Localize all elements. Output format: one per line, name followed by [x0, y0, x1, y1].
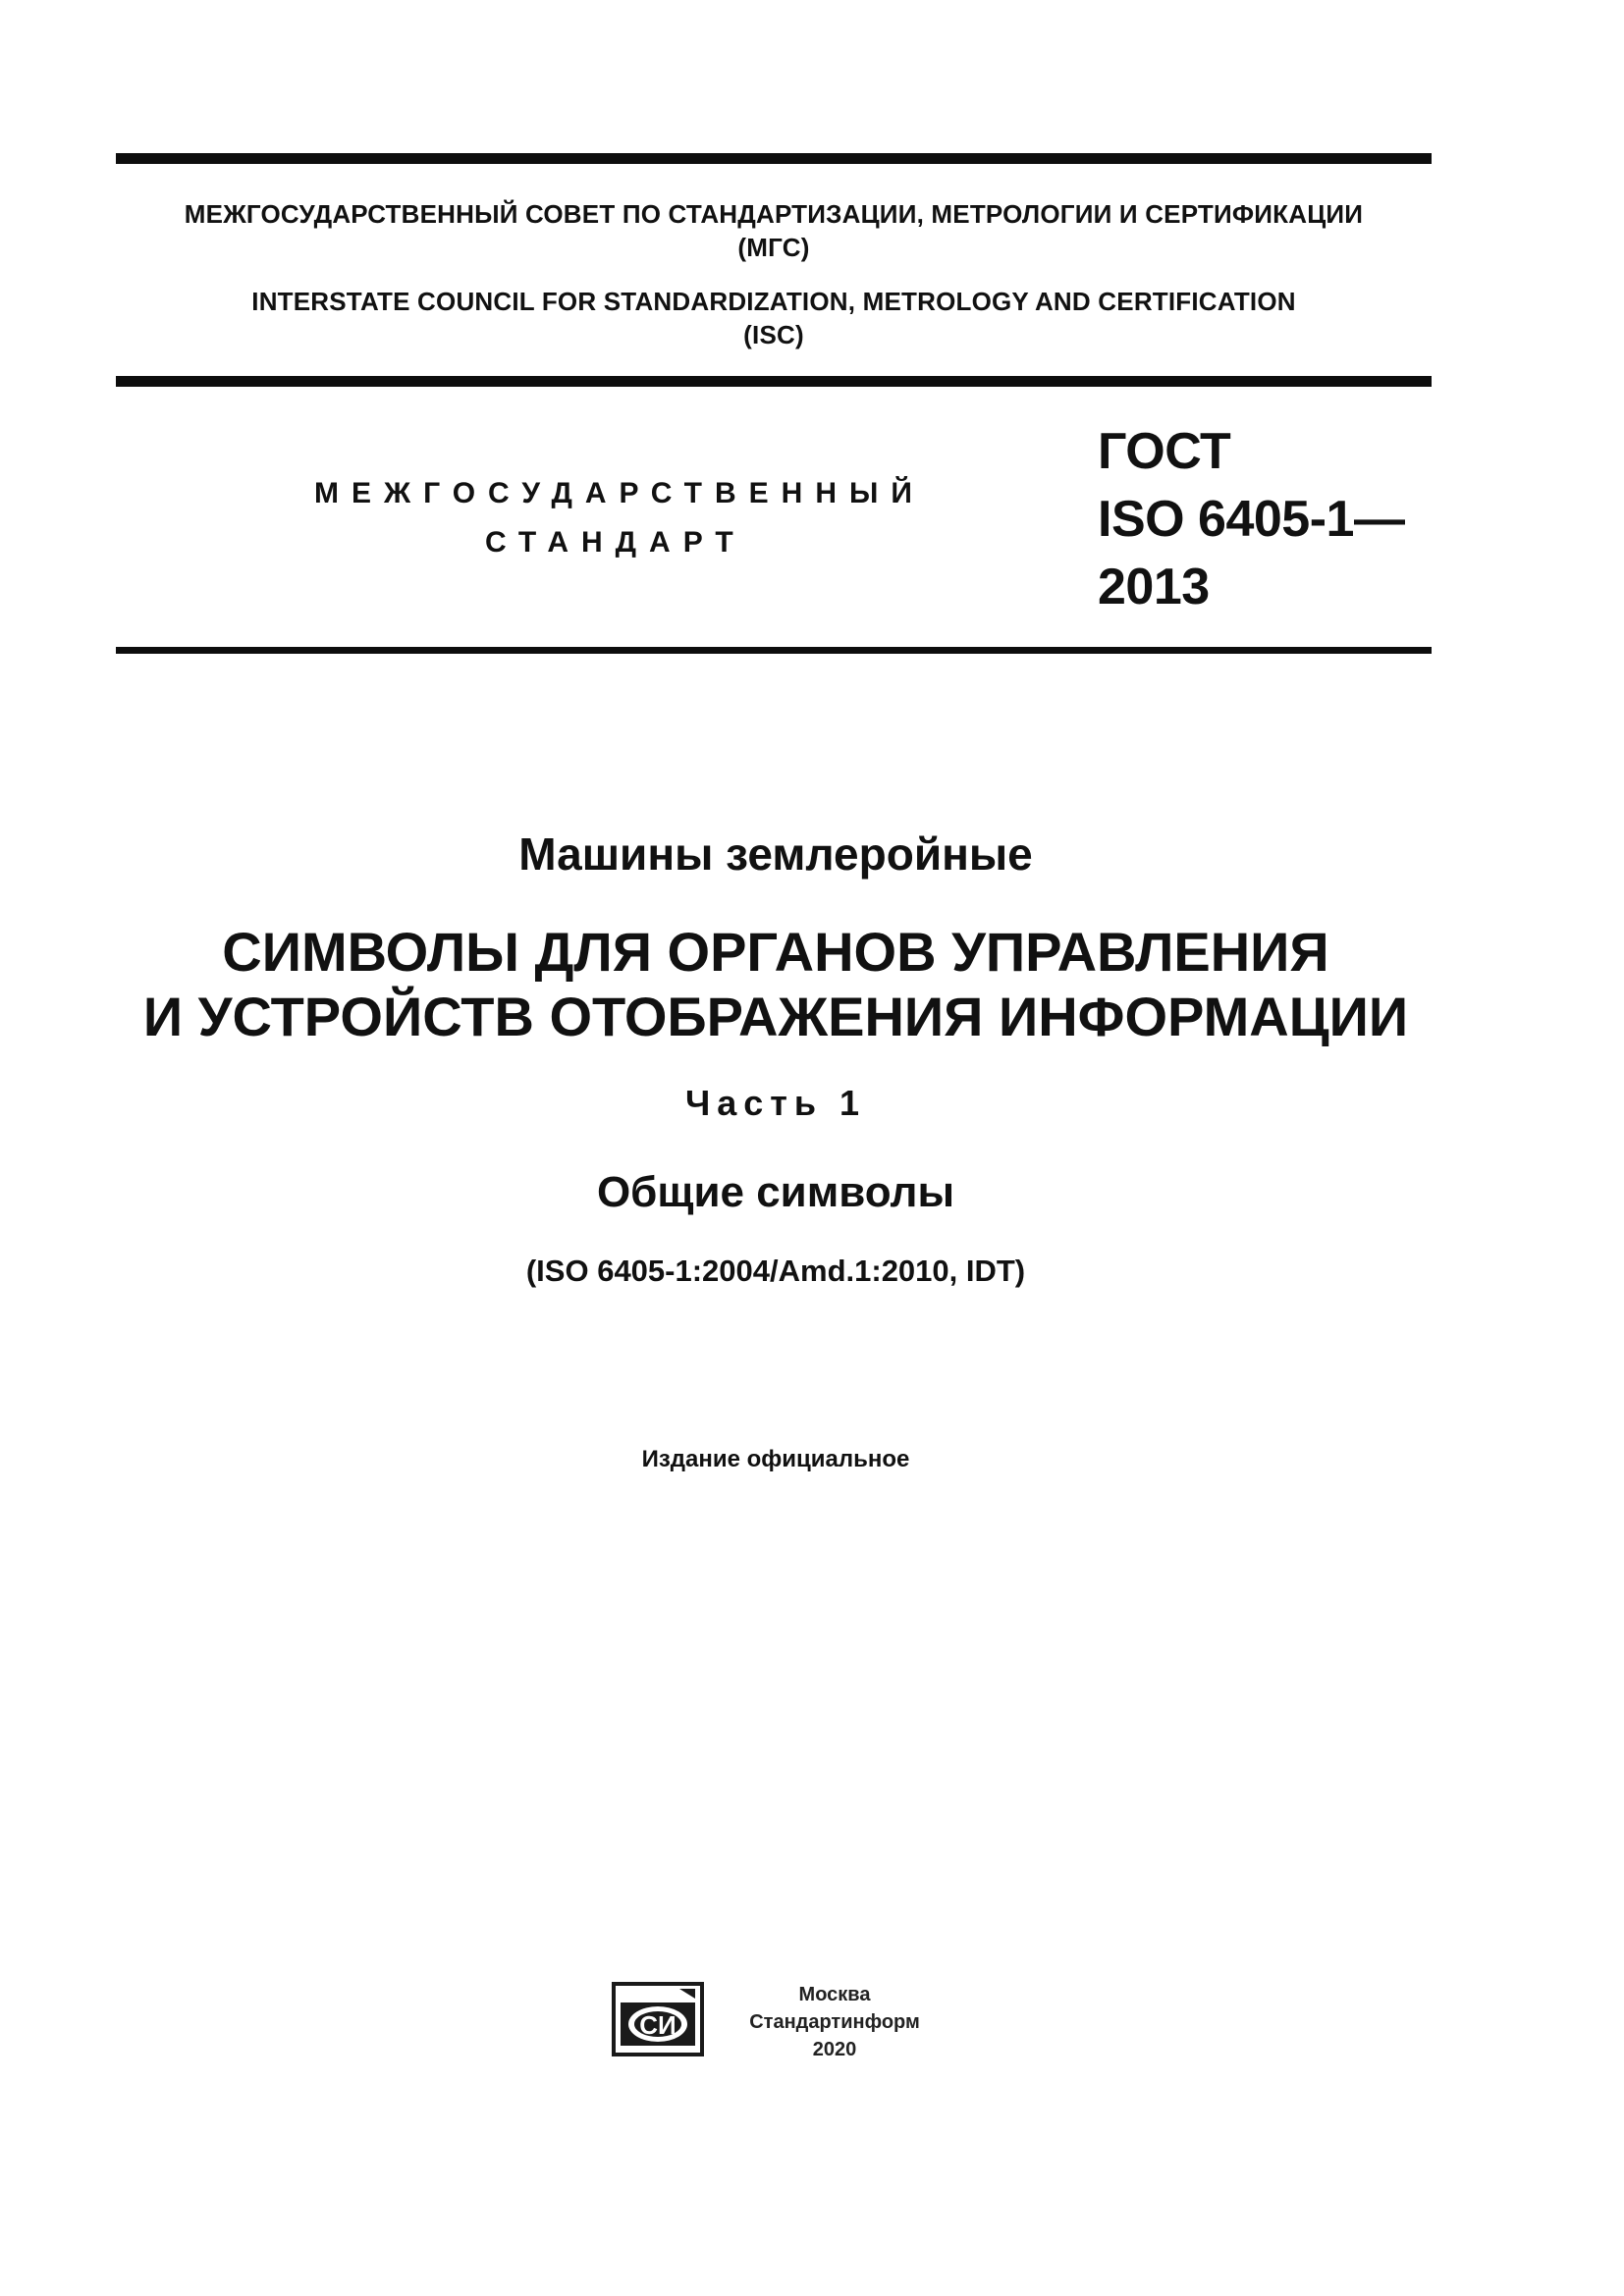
standard-type-line2: СТАНДАРТ — [485, 526, 746, 559]
gost-number-line2: ISO 6405-1— — [1098, 491, 1405, 548]
gost-number-line3: 2013 — [1098, 559, 1210, 615]
title-subtitle: Общие символы — [596, 1168, 955, 1216]
council-en-line2: (ISC) — [743, 320, 804, 349]
top-rule — [116, 153, 1432, 164]
publisher-name: Стандартинформ — [749, 2011, 920, 2033]
designation-rule — [116, 647, 1432, 654]
header-rule — [116, 376, 1432, 387]
council-ru-line2: (МГС) — [737, 233, 810, 262]
title-main-line1: СИМВОЛЫ ДЛЯ ОРГАНОВ УПРАВЛЕНИЯ — [222, 921, 1329, 983]
gost-number-line1: ГОСТ — [1098, 423, 1231, 480]
publisher-year: 2020 — [812, 2039, 857, 2060]
title-main-line2: И УСТРОЙСТВ ОТОБРАЖЕНИЯ ИНФОРМАЦИИ — [142, 986, 1409, 1047]
svg-text:СИ: СИ — [639, 2010, 677, 2040]
title-category: Машины землеройные — [518, 828, 1033, 880]
publisher-city: Москва — [798, 1984, 871, 2005]
standartinform-logo — [611, 1981, 705, 2057]
standard-type-line1: МЕЖГОСУДАРСТВЕННЫЙ — [314, 477, 925, 509]
title-part: Часть 1 — [684, 1083, 867, 1123]
council-ru-line1: МЕЖГОСУДАРСТВЕННЫЙ СОВЕТ ПО СТАНДАРТИЗАЦИИ, МЕТРОЛОГИИ И СЕРТИФИКАЦИИ — [184, 199, 1364, 229]
iso-reference: (ISO 6405-1:2004/Amd.1:2010, IDT) — [525, 1254, 1026, 1288]
edition-official: Издание официальное — [641, 1446, 910, 1472]
council-en-line1: INTERSTATE COUNCIL FOR STANDARDIZATION, METROLOGY AND CERTIFICATION — [251, 287, 1296, 316]
